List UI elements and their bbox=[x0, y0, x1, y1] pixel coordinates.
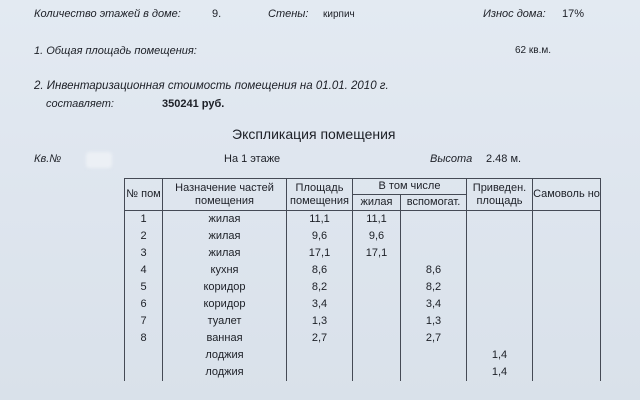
cell-purpose: туалет bbox=[163, 313, 287, 330]
cell-num bbox=[125, 347, 163, 364]
cell-purpose: лоджия bbox=[163, 364, 287, 381]
cell-unauth bbox=[533, 313, 601, 330]
cell-aux: 1,3 bbox=[401, 313, 467, 330]
table-row bbox=[125, 211, 601, 229]
height-value: 2.48 м. bbox=[486, 153, 522, 165]
cell-living bbox=[353, 279, 401, 296]
cell-reduced bbox=[467, 211, 533, 229]
table-row bbox=[125, 313, 601, 330]
col-header-reduced: Приведен. площадь bbox=[467, 179, 533, 211]
cell-living bbox=[353, 347, 401, 364]
cell-living bbox=[353, 364, 401, 381]
cell-living bbox=[353, 330, 401, 347]
cell-living: 11,1 bbox=[353, 211, 401, 229]
cell-num: 4 bbox=[125, 262, 163, 279]
floors-value: 9. bbox=[212, 8, 222, 20]
cell-unauth bbox=[533, 279, 601, 296]
cell-unauth bbox=[533, 330, 601, 347]
col-header-living: жилая bbox=[353, 195, 401, 211]
height-label: Высота bbox=[430, 153, 473, 165]
cell-living bbox=[353, 262, 401, 279]
cell-aux: 2,7 bbox=[401, 330, 467, 347]
cell-area: 3,4 bbox=[287, 296, 353, 313]
table-row bbox=[125, 262, 601, 279]
cell-reduced bbox=[467, 330, 533, 347]
cell-unauth bbox=[533, 262, 601, 279]
redaction-mark bbox=[86, 152, 112, 168]
cell-purpose: лоджия bbox=[163, 347, 287, 364]
col-header-unauthorized: Самоволь но bbox=[533, 179, 601, 211]
cell-area: 2,7 bbox=[287, 330, 353, 347]
cell-aux bbox=[401, 364, 467, 381]
cell-area: 9,6 bbox=[287, 228, 353, 245]
cell-purpose: кухня bbox=[163, 262, 287, 279]
cell-reduced: 1,4 bbox=[467, 364, 533, 381]
explication-table bbox=[124, 178, 601, 381]
cell-num: 2 bbox=[125, 228, 163, 245]
table-row bbox=[125, 364, 601, 381]
cell-aux: 3,4 bbox=[401, 296, 467, 313]
cell-aux bbox=[401, 347, 467, 364]
cell-reduced bbox=[467, 279, 533, 296]
walls-label: Стены: bbox=[268, 8, 309, 20]
table-row bbox=[125, 330, 601, 347]
cell-purpose: коридор bbox=[163, 296, 287, 313]
area-label: 1. Общая площадь помещения: bbox=[34, 45, 197, 57]
wear-label: Износ дома: bbox=[483, 8, 546, 20]
table-row bbox=[125, 296, 601, 313]
cell-living bbox=[353, 296, 401, 313]
cell-area bbox=[287, 364, 353, 381]
cell-unauth bbox=[533, 211, 601, 229]
col-header-purpose: Назначение частей помещения bbox=[163, 179, 287, 211]
cell-num: 7 bbox=[125, 313, 163, 330]
table-row bbox=[125, 279, 601, 296]
col-header-area: Площадь помещения bbox=[287, 179, 353, 211]
floor-text: На 1 этаже bbox=[224, 153, 281, 165]
cell-unauth bbox=[533, 347, 601, 364]
cell-purpose: жилая bbox=[163, 211, 287, 229]
cell-purpose: жилая bbox=[163, 228, 287, 245]
cell-living: 9,6 bbox=[353, 228, 401, 245]
cell-area: 8,2 bbox=[287, 279, 353, 296]
cell-num: 5 bbox=[125, 279, 163, 296]
table-row bbox=[125, 347, 601, 364]
cell-purpose: жилая bbox=[163, 245, 287, 262]
cell-reduced bbox=[467, 228, 533, 245]
cell-num: 6 bbox=[125, 296, 163, 313]
cell-num: 8 bbox=[125, 330, 163, 347]
cell-aux bbox=[401, 245, 467, 262]
table-row bbox=[125, 228, 601, 245]
cell-num: 1 bbox=[125, 211, 163, 229]
cell-purpose: коридор bbox=[163, 279, 287, 296]
cell-area: 17,1 bbox=[287, 245, 353, 262]
col-header-aux: вспомогат. bbox=[401, 195, 467, 211]
area-value: 62 кв.м. bbox=[515, 45, 552, 56]
cell-unauth bbox=[533, 364, 601, 381]
cell-living: 17,1 bbox=[353, 245, 401, 262]
walls-value: кирпич bbox=[323, 9, 355, 20]
cell-aux: 8,6 bbox=[401, 262, 467, 279]
col-header-num: № пом bbox=[125, 179, 163, 211]
cost-line: 2. Инвентаризационная стоимость помещения на 01.01. 2010 г. bbox=[34, 80, 389, 92]
col-header-including: В том числе bbox=[353, 179, 467, 195]
table-row bbox=[125, 245, 601, 262]
cell-area: 1,3 bbox=[287, 313, 353, 330]
cell-area: 11,1 bbox=[287, 211, 353, 229]
cell-reduced: 1,4 bbox=[467, 347, 533, 364]
cell-reduced bbox=[467, 262, 533, 279]
cell-num bbox=[125, 364, 163, 381]
cell-area bbox=[287, 347, 353, 364]
cell-aux bbox=[401, 228, 467, 245]
page-title: Экспликация помещения bbox=[232, 126, 396, 142]
cell-reduced bbox=[467, 313, 533, 330]
cell-reduced bbox=[467, 245, 533, 262]
cell-purpose: ванная bbox=[163, 330, 287, 347]
wear-value: 17% bbox=[562, 8, 585, 20]
cell-num: 3 bbox=[125, 245, 163, 262]
cell-unauth bbox=[533, 296, 601, 313]
cost-value: 350241 руб. bbox=[162, 98, 225, 110]
cell-aux: 8,2 bbox=[401, 279, 467, 296]
cell-living bbox=[353, 313, 401, 330]
cell-unauth bbox=[533, 245, 601, 262]
cell-reduced bbox=[467, 296, 533, 313]
apt-label: Кв.№ bbox=[34, 153, 62, 165]
cell-aux bbox=[401, 211, 467, 229]
cost-label: составляет: bbox=[46, 98, 114, 110]
cell-unauth bbox=[533, 228, 601, 245]
cell-area: 8,6 bbox=[287, 262, 353, 279]
floors-label: Количество этажей в доме: bbox=[34, 8, 181, 20]
